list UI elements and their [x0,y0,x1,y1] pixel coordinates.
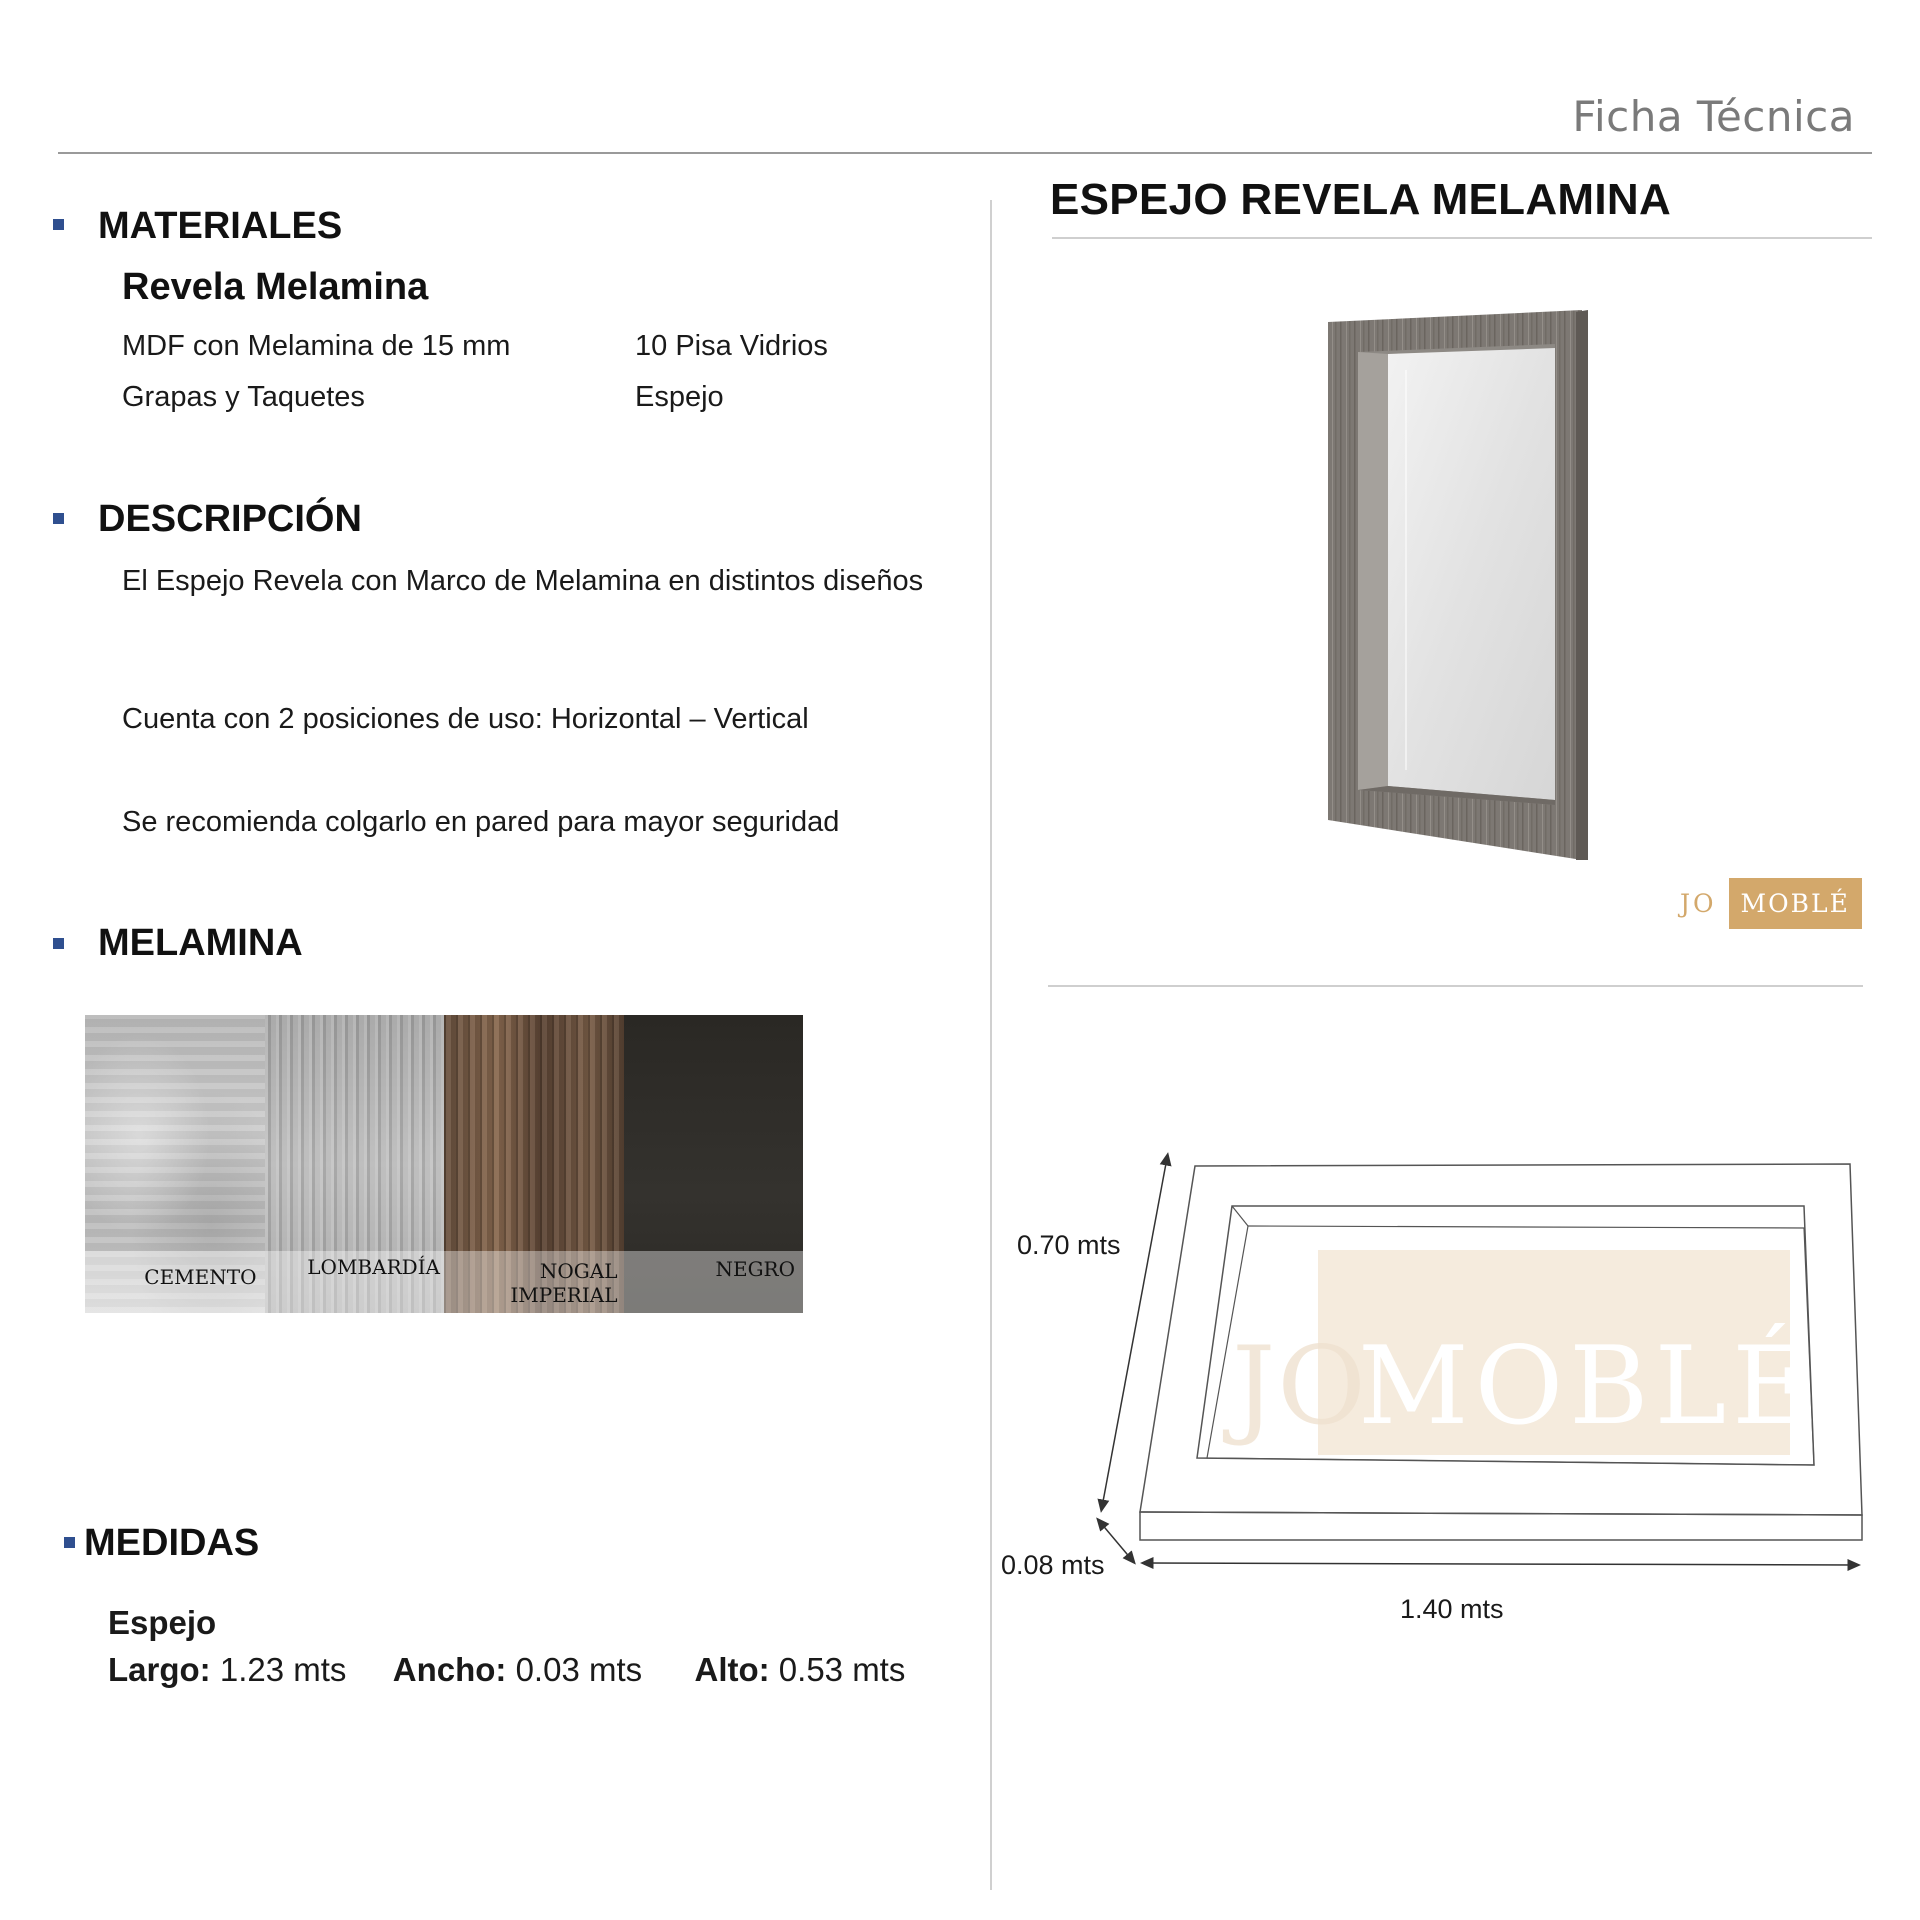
logo-text: MOBLÉ [1729,878,1862,929]
section-divider [1048,985,1863,987]
description-heading: DESCRIPCIÓN [98,498,362,540]
swatch-lombardia [265,1015,445,1313]
watermark-text: JO [1232,1324,1368,1449]
bullet-icon [53,219,64,230]
description-paragraph: El Espejo Revela con Marco de Melamina en distintos diseños [122,565,924,597]
mirror-product-image [1310,300,1610,870]
column-divider [990,200,992,1890]
materials-item: MDF con Melamina de 15 mm [122,330,511,362]
swatch-label: NOGAL IMPERIAL [510,1259,618,1307]
height-dimension-label: 0.70 mts [1017,1230,1121,1260]
measures-heading: MEDIDAS [84,1522,260,1564]
watermark-text: MOBLÉ [1358,1324,1818,1449]
measures-subheading: Espejo [108,1604,217,1641]
alto-label: Alto: [694,1651,770,1688]
header-divider [58,152,1872,154]
product-title-divider [1052,237,1872,239]
melamina-swatches [85,1015,803,1313]
materials-item: Grapas y Taquetes [122,381,365,413]
description-paragraph: Se recomienda colgarlo en pared para mayor seguridad [122,806,840,838]
bullet-icon [64,1537,75,1548]
largo-label: Largo: [108,1651,211,1688]
product-title: ESPEJO REVELA MELAMINA [1050,175,1672,224]
materials-heading: MATERIALES [98,205,343,247]
materials-subheading: Revela Melamina [122,266,429,308]
page-header-title: Ficha Técnica [1572,92,1855,141]
materials-item: 10 Pisa Vidrios [635,330,828,362]
brand-logo [1680,876,1862,930]
measures-row [108,1651,905,1689]
melamina-heading: MELAMINA [98,922,303,964]
bullet-icon [53,513,64,524]
swatch-label: CEMENTO [144,1265,257,1289]
width-dimension-label: 1.40 mts [1400,1594,1504,1624]
logo-text: JO [1680,888,1717,918]
ancho-label: Ancho: [392,1651,507,1688]
depth-dimension-label: 0.08 mts [1001,1550,1105,1580]
alto-value: 0.53 mts [778,1651,906,1688]
description-paragraph: Cuenta con 2 posiciones de uso: Horizontal – Vertical [122,703,809,735]
swatch-label: LOMBARDÍA [307,1255,440,1279]
swatch-label: NEGRO [715,1257,795,1281]
ancho-value: 0.03 mts [515,1651,643,1688]
swatch-cemento [85,1015,265,1313]
bullet-icon [53,938,64,949]
materials-item: Espejo [635,381,724,413]
largo-value: 1.23 mts [219,1651,347,1688]
swatch-nogal-imperial [444,1015,624,1313]
swatch-negro [624,1015,804,1313]
